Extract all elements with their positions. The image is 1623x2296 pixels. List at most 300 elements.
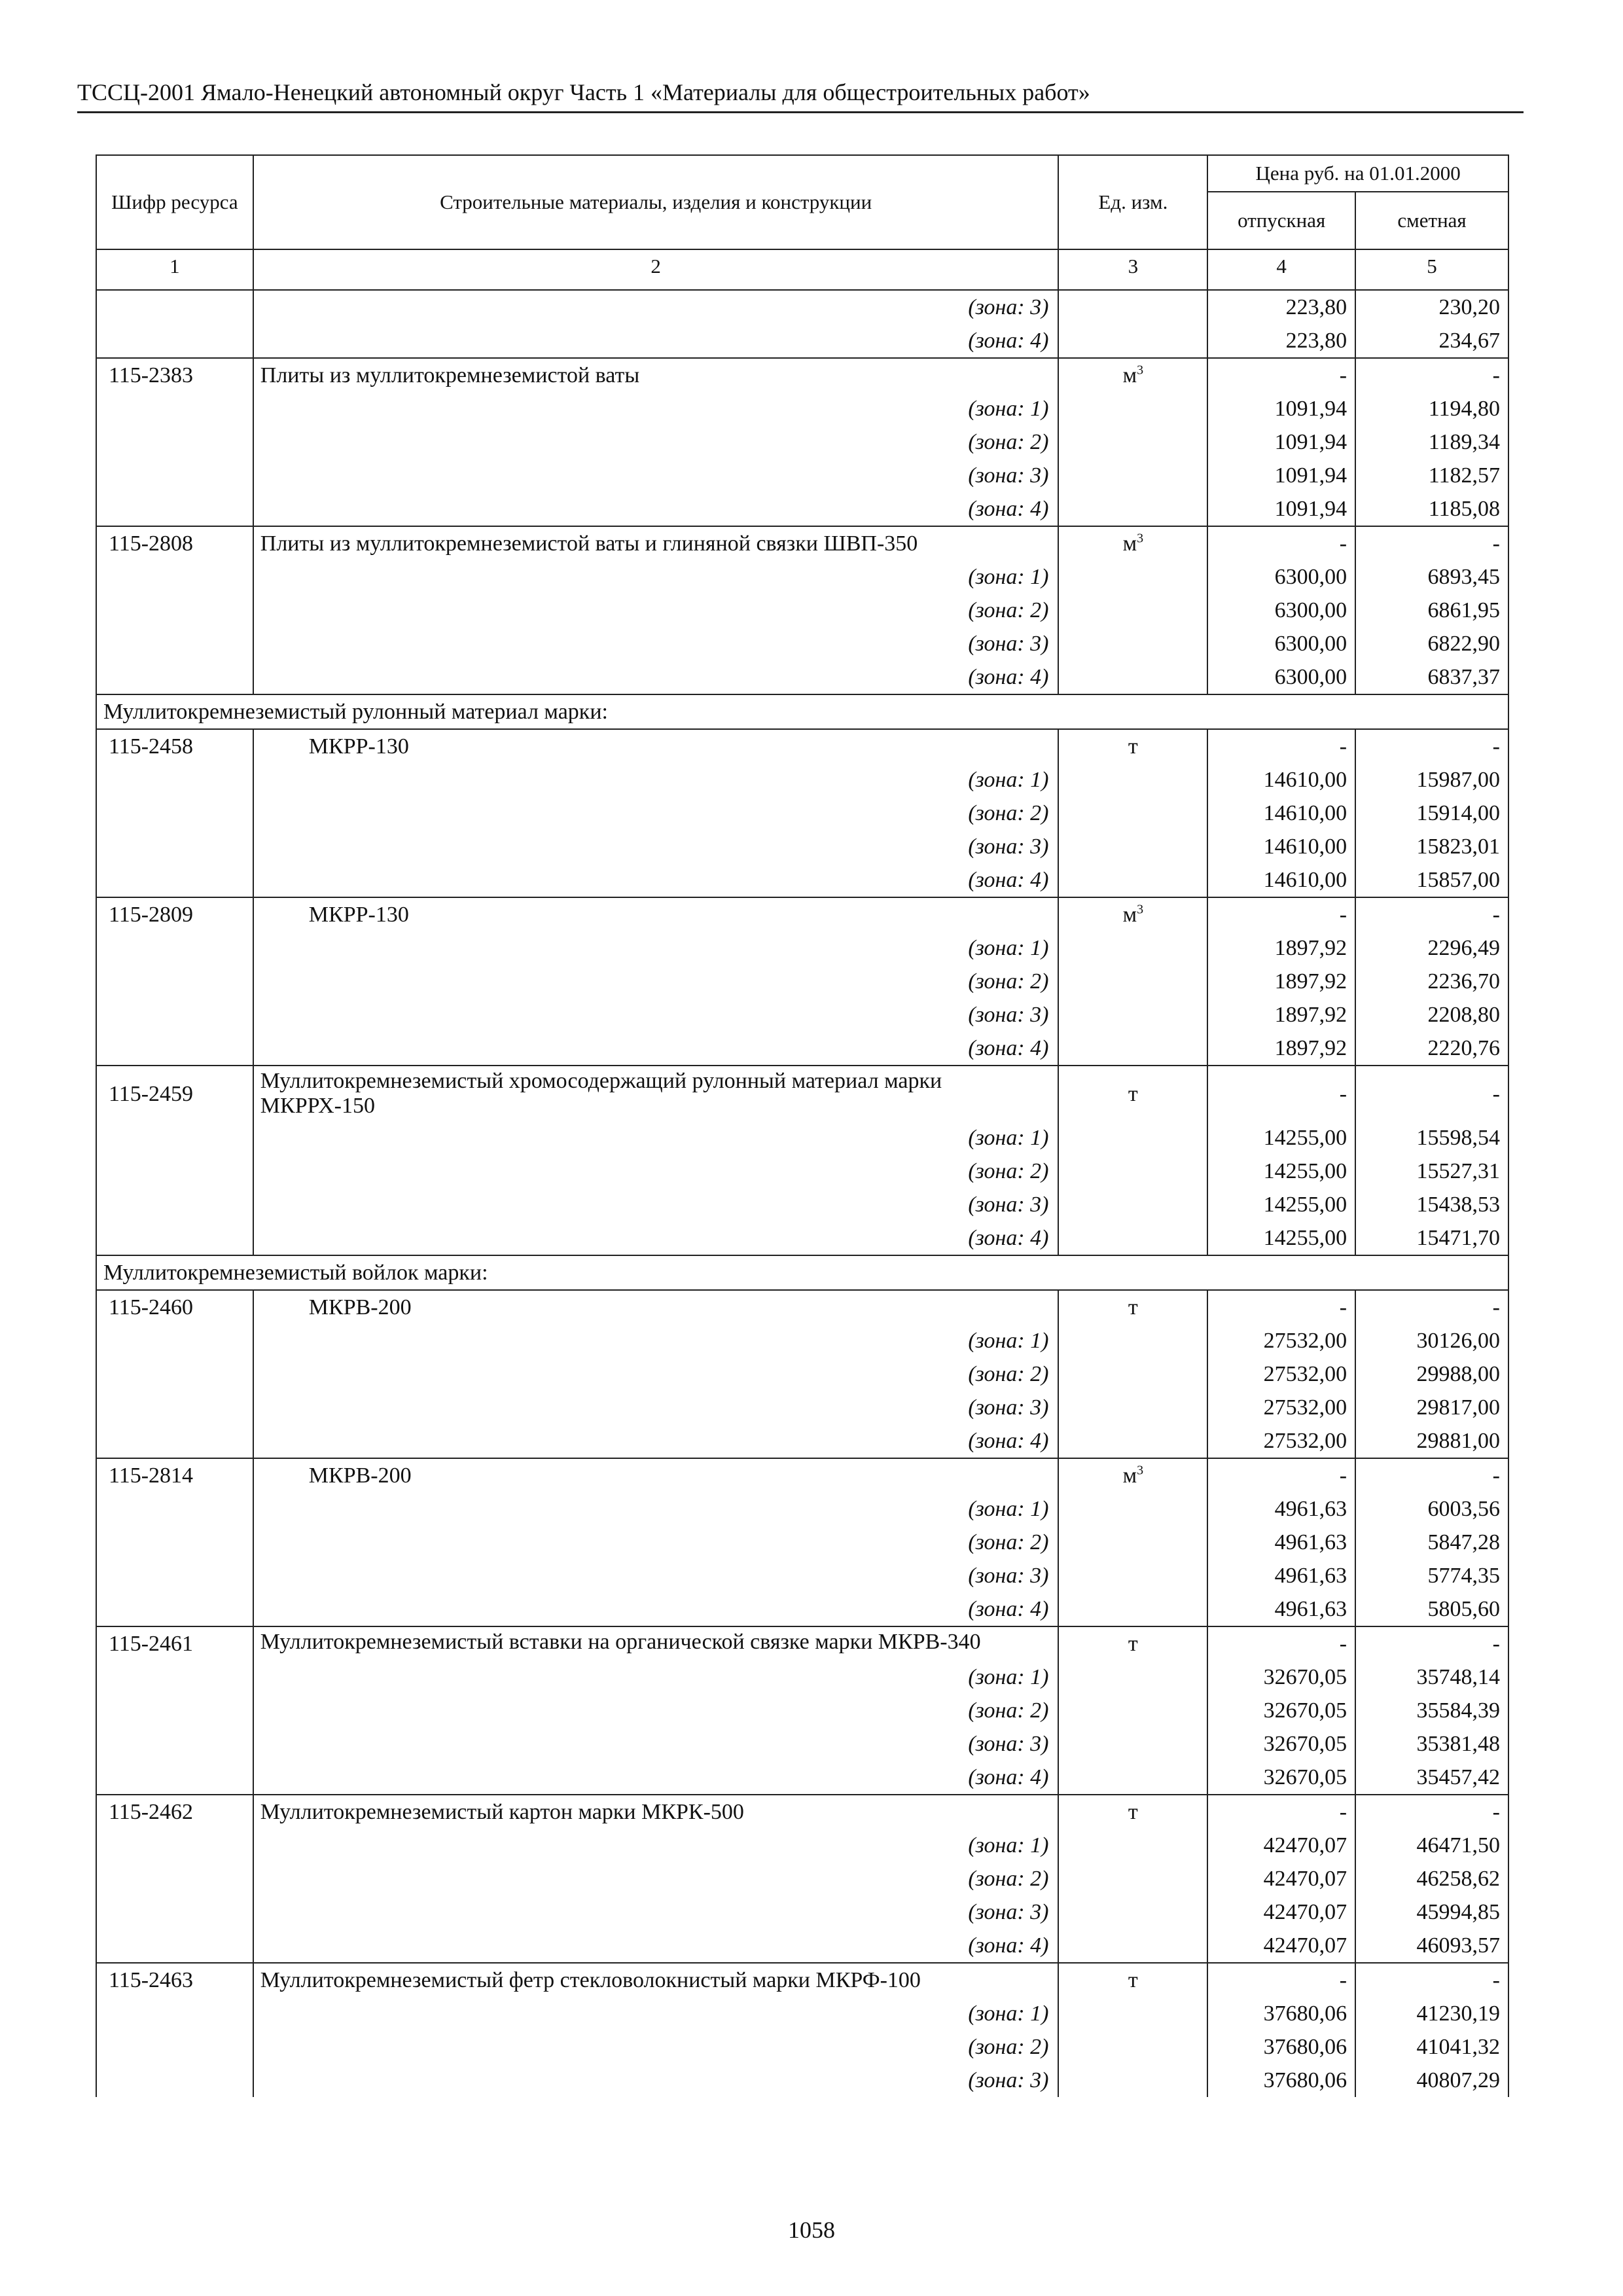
unit-cell xyxy=(1058,1066,1207,1121)
release-price: - xyxy=(1207,1458,1355,1492)
zone-label: (зона: 1) xyxy=(253,1660,1059,1694)
zone-row xyxy=(96,594,1508,627)
zone-row xyxy=(96,459,1508,492)
release-price: - xyxy=(1207,1963,1355,1997)
empty-unit-cell xyxy=(1058,965,1207,998)
zone-label: (зона: 4) xyxy=(253,492,1059,526)
empty-code-cell xyxy=(96,392,253,425)
empty-code-cell xyxy=(96,965,253,998)
zone-row xyxy=(96,1324,1508,1357)
zone-row xyxy=(96,1592,1508,1626)
zone-row xyxy=(96,392,1508,425)
zone-release-price: 32670,05 xyxy=(1207,1727,1355,1761)
zone-estimate-price: 1194,80 xyxy=(1355,392,1508,425)
zone-row xyxy=(96,1221,1508,1255)
zone-estimate-price: 6003,56 xyxy=(1355,1492,1508,1526)
zone-release-price: 6300,00 xyxy=(1207,660,1355,694)
resource-code: 115-2463 xyxy=(96,1963,253,1997)
material-name: Муллитокремнеземистый фетр стекловолокнистый марки МКРФ-100 xyxy=(253,1963,1059,1997)
zone-estimate-price: 1185,08 xyxy=(1355,492,1508,526)
empty-code-cell xyxy=(96,1592,253,1626)
empty-unit-cell xyxy=(1058,1895,1207,1929)
zone-release-price: 14610,00 xyxy=(1207,763,1355,797)
zone-row xyxy=(96,1929,1508,1963)
zone-label: (зона: 1) xyxy=(253,392,1059,425)
col-number-1: 1 xyxy=(96,249,253,290)
group-row xyxy=(96,1255,1508,1290)
zone-row xyxy=(96,1694,1508,1727)
unit-superscript: 3 xyxy=(1137,1463,1144,1478)
empty-unit-cell xyxy=(1058,998,1207,1031)
group-heading: Муллитокремнеземистый войлок марки: xyxy=(96,1255,1508,1290)
unit-text: т xyxy=(1128,1800,1138,1824)
release-price: - xyxy=(1207,1066,1355,1121)
table-row xyxy=(96,1626,1508,1660)
zone-label: (зона: 4) xyxy=(253,660,1059,694)
unit-text: м xyxy=(1122,531,1137,556)
empty-unit-cell xyxy=(1058,830,1207,863)
zone-release-price: 4961,63 xyxy=(1207,1592,1355,1626)
zone-estimate-price: 35381,48 xyxy=(1355,1727,1508,1761)
zone-release-price: 1091,94 xyxy=(1207,492,1355,526)
zone-label: (зона: 1) xyxy=(253,1997,1059,2030)
zone-release-price: 32670,05 xyxy=(1207,1694,1355,1727)
zone-row xyxy=(96,2030,1508,2064)
zone-row xyxy=(96,1357,1508,1391)
zone-estimate-price: 35584,39 xyxy=(1355,1694,1508,1727)
empty-unit-cell xyxy=(1058,1694,1207,1727)
zone-label: (зона: 3) xyxy=(253,1727,1059,1761)
empty-code-cell xyxy=(96,324,253,358)
zone-estimate-price: 6822,90 xyxy=(1355,627,1508,660)
zone-release-price: 37680,06 xyxy=(1207,2030,1355,2064)
estimate-price: - xyxy=(1355,897,1508,931)
estimate-price: - xyxy=(1355,1963,1508,1997)
col-unit-header: Ед. изм. xyxy=(1058,155,1207,249)
zone-release-price: 32670,05 xyxy=(1207,1761,1355,1795)
empty-code-cell xyxy=(96,1357,253,1391)
empty-unit-cell xyxy=(1058,1155,1207,1188)
zone-row xyxy=(96,1155,1508,1188)
empty-code-cell xyxy=(96,1727,253,1761)
unit-text: т xyxy=(1128,734,1138,759)
zone-estimate-price: 15914,00 xyxy=(1355,797,1508,830)
zone-estimate-price: 2236,70 xyxy=(1355,965,1508,998)
zone-estimate-price: 6893,45 xyxy=(1355,560,1508,594)
zone-release-price: 27532,00 xyxy=(1207,1424,1355,1458)
estimate-price: - xyxy=(1355,1458,1508,1492)
empty-unit-cell xyxy=(1058,1862,1207,1895)
empty-unit-cell xyxy=(1058,492,1207,526)
col-estimate-header: сметная xyxy=(1355,192,1508,249)
zone-release-price: 27532,00 xyxy=(1207,1357,1355,1391)
empty-code-cell xyxy=(96,627,253,660)
zone-release-price: 37680,06 xyxy=(1207,2064,1355,2097)
zone-release-price: 37680,06 xyxy=(1207,1997,1355,2030)
empty-unit-cell xyxy=(1058,763,1207,797)
material-name: Плиты из муллитокремнеземистой ваты и глиняной связки ШВП-350 xyxy=(253,526,1059,560)
empty-code-cell xyxy=(96,1492,253,1526)
zone-label: (зона: 3) xyxy=(253,830,1059,863)
estimate-price: - xyxy=(1355,1290,1508,1324)
resource-code: 115-2809 xyxy=(96,897,253,931)
zone-release-price: 14610,00 xyxy=(1207,797,1355,830)
zone-estimate-price: 2208,80 xyxy=(1355,998,1508,1031)
zone-release-price: 6300,00 xyxy=(1207,560,1355,594)
unit-cell xyxy=(1058,358,1207,392)
zone-row xyxy=(96,1492,1508,1526)
empty-unit-cell xyxy=(1058,2064,1207,2097)
price-table xyxy=(96,154,1509,2097)
material-name: МКРВ-200 xyxy=(253,1458,1059,1492)
zone-label: (зона: 2) xyxy=(253,1526,1059,1559)
release-price: - xyxy=(1207,897,1355,931)
empty-code-cell xyxy=(96,1155,253,1188)
empty-unit-cell xyxy=(1058,1997,1207,2030)
empty-unit-cell xyxy=(1058,1391,1207,1424)
unit-cell xyxy=(1058,1290,1207,1324)
empty-unit-cell xyxy=(1058,324,1207,358)
resource-code: 115-2458 xyxy=(96,729,253,763)
zone-label: (зона: 2) xyxy=(253,425,1059,459)
zone-estimate-price: 29817,00 xyxy=(1355,1391,1508,1424)
empty-code-cell xyxy=(96,594,253,627)
release-price: - xyxy=(1207,1795,1355,1829)
zone-release-price: 1897,92 xyxy=(1207,931,1355,965)
zone-label: (зона: 4) xyxy=(253,1031,1059,1066)
zone-estimate-price: 35748,14 xyxy=(1355,1660,1508,1694)
empty-code-cell xyxy=(96,660,253,694)
zone-release-price: 223,80 xyxy=(1207,324,1355,358)
empty-unit-cell xyxy=(1058,1031,1207,1066)
zone-estimate-price: 41041,32 xyxy=(1355,2030,1508,2064)
unit-cell xyxy=(1058,1963,1207,1997)
estimate-price: - xyxy=(1355,1626,1508,1660)
zone-row xyxy=(96,797,1508,830)
zone-label: (зона: 2) xyxy=(253,594,1059,627)
zone-estimate-price: 29988,00 xyxy=(1355,1357,1508,1391)
empty-code-cell xyxy=(96,425,253,459)
col-number-4: 4 xyxy=(1207,249,1355,290)
empty-code-cell xyxy=(96,1526,253,1559)
zone-release-price: 1897,92 xyxy=(1207,998,1355,1031)
zone-estimate-price: 15527,31 xyxy=(1355,1155,1508,1188)
zone-label: (зона: 1) xyxy=(253,1121,1059,1155)
zone-label: (зона: 4) xyxy=(253,324,1059,358)
zone-row xyxy=(96,290,1508,324)
zone-row xyxy=(96,1660,1508,1694)
zone-estimate-price: 1182,57 xyxy=(1355,459,1508,492)
unit-text: м xyxy=(1122,1463,1137,1488)
zone-row xyxy=(96,1761,1508,1795)
zone-label: (зона: 2) xyxy=(253,2030,1059,2064)
zone-label: (зона: 1) xyxy=(253,1324,1059,1357)
zone-release-price: 223,80 xyxy=(1207,290,1355,324)
zone-release-price: 32670,05 xyxy=(1207,1660,1355,1694)
zone-row xyxy=(96,863,1508,897)
empty-unit-cell xyxy=(1058,2030,1207,2064)
empty-unit-cell xyxy=(1058,1357,1207,1391)
zone-estimate-price: 45994,85 xyxy=(1355,1895,1508,1929)
zone-row xyxy=(96,1727,1508,1761)
zone-release-price: 6300,00 xyxy=(1207,627,1355,660)
empty-code-cell xyxy=(96,1660,253,1694)
zone-row xyxy=(96,763,1508,797)
empty-code-cell xyxy=(96,998,253,1031)
material-name: Муллитокремнеземистый вставки на органической связке марки МКРВ-340 xyxy=(253,1626,1059,1660)
unit-superscript: 3 xyxy=(1137,531,1144,546)
zone-label: (зона: 3) xyxy=(253,1559,1059,1592)
empty-code-cell xyxy=(96,1929,253,1963)
zone-row xyxy=(96,1526,1508,1559)
zone-label: (зона: 2) xyxy=(253,1862,1059,1895)
resource-code: 115-2460 xyxy=(96,1290,253,1324)
zone-release-price: 42470,07 xyxy=(1207,1895,1355,1929)
zone-label: (зона: 3) xyxy=(253,459,1059,492)
table-row xyxy=(96,1963,1508,1997)
zone-release-price: 14255,00 xyxy=(1207,1121,1355,1155)
zone-estimate-price: 41230,19 xyxy=(1355,1997,1508,2030)
zone-estimate-price: 6837,37 xyxy=(1355,660,1508,694)
zone-release-price: 42470,07 xyxy=(1207,1829,1355,1862)
zone-estimate-price: 15598,54 xyxy=(1355,1121,1508,1155)
zone-estimate-price: 234,67 xyxy=(1355,324,1508,358)
zone-row xyxy=(96,425,1508,459)
material-name: Плиты из муллитокремнеземистой ваты xyxy=(253,358,1059,392)
resource-code: 115-2459 xyxy=(96,1066,253,1121)
empty-code-cell xyxy=(96,459,253,492)
zone-estimate-price: 15438,53 xyxy=(1355,1188,1508,1221)
empty-code-cell xyxy=(96,1895,253,1929)
empty-unit-cell xyxy=(1058,425,1207,459)
empty-code-cell xyxy=(96,1829,253,1862)
empty-code-cell xyxy=(96,1424,253,1458)
zone-label: (зона: 4) xyxy=(253,863,1059,897)
empty-unit-cell xyxy=(1058,797,1207,830)
material-name: Муллитокремнеземистый хромосодержащий рулонный материал марки МКРРХ-150 xyxy=(253,1066,1059,1121)
empty-unit-cell xyxy=(1058,1526,1207,1559)
document-header: ТССЦ-2001 Ямало-Ненецкий автономный округ Часть 1 «Материалы для общестроительных работ» xyxy=(77,76,1524,113)
unit-text: т xyxy=(1128,1968,1138,1992)
estimate-price: - xyxy=(1355,1795,1508,1829)
empty-code-cell xyxy=(96,1997,253,2030)
zone-label: (зона: 4) xyxy=(253,1221,1059,1255)
zone-estimate-price: 30126,00 xyxy=(1355,1324,1508,1357)
zone-release-price: 6300,00 xyxy=(1207,594,1355,627)
unit-text: т xyxy=(1128,1081,1138,1106)
empty-unit-cell xyxy=(1058,1829,1207,1862)
table-row xyxy=(96,358,1508,392)
zone-row xyxy=(96,965,1508,998)
empty-unit-cell xyxy=(1058,1761,1207,1795)
col-name-header: Строительные материалы, изделия и конструкции xyxy=(253,155,1059,249)
zone-estimate-price: 46258,62 xyxy=(1355,1862,1508,1895)
zone-estimate-price: 15987,00 xyxy=(1355,763,1508,797)
zone-row xyxy=(96,560,1508,594)
zone-row xyxy=(96,492,1508,526)
zone-estimate-price: 5805,60 xyxy=(1355,1592,1508,1626)
release-price: - xyxy=(1207,1290,1355,1324)
table-row xyxy=(96,1795,1508,1829)
zone-release-price: 1897,92 xyxy=(1207,1031,1355,1066)
zone-estimate-price: 5847,28 xyxy=(1355,1526,1508,1559)
zone-row xyxy=(96,1862,1508,1895)
empty-code-cell xyxy=(96,1761,253,1795)
empty-unit-cell xyxy=(1058,1324,1207,1357)
empty-code-cell xyxy=(96,1862,253,1895)
zone-release-price: 42470,07 xyxy=(1207,1862,1355,1895)
empty-unit-cell xyxy=(1058,1424,1207,1458)
unit-text: т xyxy=(1128,1632,1138,1656)
unit-text: т xyxy=(1128,1295,1138,1319)
zone-row xyxy=(96,2064,1508,2097)
zone-release-price: 14255,00 xyxy=(1207,1221,1355,1255)
table-body xyxy=(96,290,1508,2097)
zone-estimate-price: 35457,42 xyxy=(1355,1761,1508,1795)
estimate-price: - xyxy=(1355,358,1508,392)
col-number-3: 3 xyxy=(1058,249,1207,290)
zone-label: (зона: 3) xyxy=(253,2064,1059,2097)
empty-unit-cell xyxy=(1058,594,1207,627)
zone-label: (зона: 3) xyxy=(253,627,1059,660)
zone-row xyxy=(96,1121,1508,1155)
estimate-price: - xyxy=(1355,526,1508,560)
zone-release-price: 27532,00 xyxy=(1207,1324,1355,1357)
zone-row xyxy=(96,1997,1508,2030)
zone-label: (зона: 2) xyxy=(253,797,1059,830)
zone-label: (зона: 2) xyxy=(253,965,1059,998)
unit-cell xyxy=(1058,897,1207,931)
zone-row xyxy=(96,627,1508,660)
zone-release-price: 1091,94 xyxy=(1207,392,1355,425)
col-number-5: 5 xyxy=(1355,249,1508,290)
unit-superscript: 3 xyxy=(1137,363,1144,378)
empty-unit-cell xyxy=(1058,1727,1207,1761)
zone-label: (зона: 1) xyxy=(253,931,1059,965)
unit-text: м xyxy=(1122,363,1137,387)
release-price: - xyxy=(1207,526,1355,560)
zone-label: (зона: 4) xyxy=(253,1592,1059,1626)
col-release-header: отпускная xyxy=(1207,192,1355,249)
table-row xyxy=(96,897,1508,931)
empty-unit-cell xyxy=(1058,1592,1207,1626)
zone-release-price: 1091,94 xyxy=(1207,425,1355,459)
zone-release-price: 4961,63 xyxy=(1207,1559,1355,1592)
zone-label: (зона: 4) xyxy=(253,1761,1059,1795)
zone-row xyxy=(96,830,1508,863)
zone-row xyxy=(96,1829,1508,1862)
zone-label: (зона: 3) xyxy=(253,1895,1059,1929)
zone-release-price: 4961,63 xyxy=(1207,1526,1355,1559)
group-heading: Муллитокремнеземистый рулонный материал марки: xyxy=(96,694,1508,729)
empty-code-cell xyxy=(96,1391,253,1424)
zone-row xyxy=(96,1424,1508,1458)
empty-code-cell xyxy=(96,492,253,526)
unit-text: м xyxy=(1122,903,1137,927)
zone-label: (зона: 1) xyxy=(253,1829,1059,1862)
zone-label: (зона: 3) xyxy=(253,998,1059,1031)
zone-label: (зона: 2) xyxy=(253,1694,1059,1727)
material-name: МКРР-130 xyxy=(253,729,1059,763)
empty-unit-cell xyxy=(1058,560,1207,594)
page-number: 1058 xyxy=(788,2217,835,2243)
resource-code: 115-2383 xyxy=(96,358,253,392)
group-row xyxy=(96,694,1508,729)
resource-code: 115-2461 xyxy=(96,1626,253,1660)
zone-estimate-price: 46093,57 xyxy=(1355,1929,1508,1963)
empty-code-cell xyxy=(96,797,253,830)
zone-label: (зона: 4) xyxy=(253,1929,1059,1963)
empty-unit-cell xyxy=(1058,459,1207,492)
table-row xyxy=(96,1066,1508,1121)
unit-superscript: 3 xyxy=(1137,902,1144,917)
zone-label: (зона: 1) xyxy=(253,560,1059,594)
empty-unit-cell xyxy=(1058,660,1207,694)
unit-cell xyxy=(1058,729,1207,763)
empty-unit-cell xyxy=(1058,1660,1207,1694)
zone-estimate-price: 46471,50 xyxy=(1355,1829,1508,1862)
table-row xyxy=(96,1290,1508,1324)
resource-code: 115-2462 xyxy=(96,1795,253,1829)
material-name: МКРР-130 xyxy=(253,897,1059,931)
empty-code-cell xyxy=(96,863,253,897)
zone-row xyxy=(96,1031,1508,1066)
resource-code: 115-2808 xyxy=(96,526,253,560)
estimate-price: - xyxy=(1355,729,1508,763)
zone-estimate-price: 15471,70 xyxy=(1355,1221,1508,1255)
zone-release-price: 14610,00 xyxy=(1207,863,1355,897)
resource-code: 115-2814 xyxy=(96,1458,253,1492)
empty-code-cell xyxy=(96,763,253,797)
empty-unit-cell xyxy=(1058,1188,1207,1221)
zone-estimate-price: 6861,95 xyxy=(1355,594,1508,627)
empty-unit-cell xyxy=(1058,931,1207,965)
zone-estimate-price: 15857,00 xyxy=(1355,863,1508,897)
unit-cell xyxy=(1058,526,1207,560)
empty-code-cell xyxy=(96,931,253,965)
zone-estimate-price: 2220,76 xyxy=(1355,1031,1508,1066)
empty-unit-cell xyxy=(1058,627,1207,660)
empty-unit-cell xyxy=(1058,1221,1207,1255)
zone-release-price: 14610,00 xyxy=(1207,830,1355,863)
zone-row xyxy=(96,324,1508,358)
zone-row xyxy=(96,1559,1508,1592)
empty-unit-cell xyxy=(1058,1559,1207,1592)
empty-code-cell xyxy=(96,1188,253,1221)
zone-release-price: 27532,00 xyxy=(1207,1391,1355,1424)
zone-label: (зона: 3) xyxy=(253,1391,1059,1424)
empty-unit-cell xyxy=(1058,392,1207,425)
release-price: - xyxy=(1207,358,1355,392)
empty-unit-cell xyxy=(1058,1492,1207,1526)
zone-release-price: 1091,94 xyxy=(1207,459,1355,492)
zone-row xyxy=(96,660,1508,694)
zone-release-price: 14255,00 xyxy=(1207,1188,1355,1221)
zone-label: (зона: 3) xyxy=(253,290,1059,324)
zone-estimate-price: 40807,29 xyxy=(1355,2064,1508,2097)
zone-row xyxy=(96,931,1508,965)
table-row xyxy=(96,1458,1508,1492)
empty-code-cell xyxy=(96,290,253,324)
empty-code-cell xyxy=(96,830,253,863)
zone-estimate-price: 230,20 xyxy=(1355,290,1508,324)
zone-row xyxy=(96,1895,1508,1929)
zone-release-price: 14255,00 xyxy=(1207,1155,1355,1188)
zone-label: (зона: 4) xyxy=(253,1424,1059,1458)
zone-estimate-price: 29881,00 xyxy=(1355,1424,1508,1458)
col-code-header: Шифр ресурса xyxy=(96,155,253,249)
empty-code-cell xyxy=(96,1031,253,1066)
